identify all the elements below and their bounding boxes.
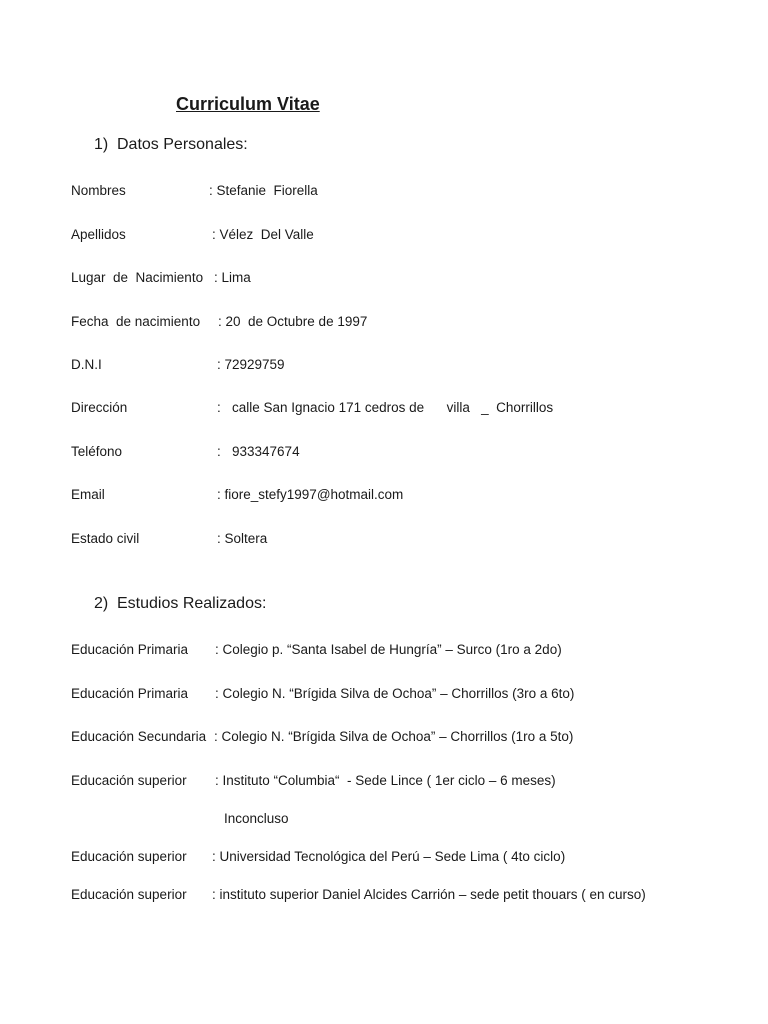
education-label: Educación superior xyxy=(71,849,187,864)
section-title: Estudios Realizados: xyxy=(117,595,267,612)
education-label: Educación Secundaria xyxy=(71,729,207,744)
field-label: Dirección xyxy=(71,400,128,415)
section-heading-datos-personales xyxy=(94,136,248,154)
document-title: Curriculum Vitae xyxy=(176,94,320,114)
field-label: D.N.I xyxy=(71,357,102,372)
section-number: 1) xyxy=(94,136,109,153)
field-value: : 933347674 xyxy=(217,444,300,459)
education-label: Educación superior xyxy=(71,887,187,902)
education-label: Educación superior xyxy=(71,773,187,788)
education-value: : Colegio p. “Santa Isabel de Hungría” – Surco (1ro a 2do) xyxy=(215,642,562,657)
field-label: Lugar de Nacimiento xyxy=(71,270,204,285)
field-row-estado-civil xyxy=(71,530,268,602)
field-value: : 20 de Octubre de 1997 xyxy=(218,314,368,329)
field-label: Apellidos xyxy=(71,227,126,242)
section-heading-estudios-realizados xyxy=(94,595,266,613)
education-value: : Colegio N. “Brígida Silva de Ochoa” – Chorrillos (1ro a 5to) xyxy=(214,729,574,744)
education-value: : Instituto “Columbia“ - Sede Lince ( 1er ciclo – 6 meses) xyxy=(215,773,556,788)
education-label: Educación Primaria xyxy=(71,686,189,701)
field-label: Teléfono xyxy=(71,444,123,459)
field-value: : Lima xyxy=(214,270,251,285)
education-label: Educación Primaria xyxy=(71,642,189,657)
field-label: Estado civil xyxy=(71,531,140,546)
education-value: : Universidad Tecnológica del Perú – Sede Lima ( 4to ciclo) xyxy=(212,849,566,864)
education-row xyxy=(71,886,646,958)
field-label: Email xyxy=(71,487,105,502)
section-title: Datos Personales: xyxy=(117,136,248,153)
education-value: Inconcluso xyxy=(224,811,289,826)
field-label: Nombres xyxy=(71,183,126,198)
field-value: : fiore_stefy1997@hotmail.com xyxy=(217,487,404,502)
field-value: : Vélez Del Valle xyxy=(212,227,314,242)
field-value: : Stefanie Fiorella xyxy=(209,183,318,198)
field-value: : Soltera xyxy=(217,531,268,546)
education-value: : instituto superior Daniel Alcides Carrión – sede petit thouars ( en curso) xyxy=(212,887,646,902)
section-number: 2) xyxy=(94,595,109,612)
education-value: : Colegio N. “Brígida Silva de Ochoa” – Chorrillos (3ro a 6to) xyxy=(215,686,575,701)
field-value: : calle San Ignacio 171 cedros de villa _ Chorrillos xyxy=(217,400,554,415)
field-value: : 72929759 xyxy=(217,357,285,372)
field-label: Fecha de nacimiento xyxy=(71,314,201,329)
